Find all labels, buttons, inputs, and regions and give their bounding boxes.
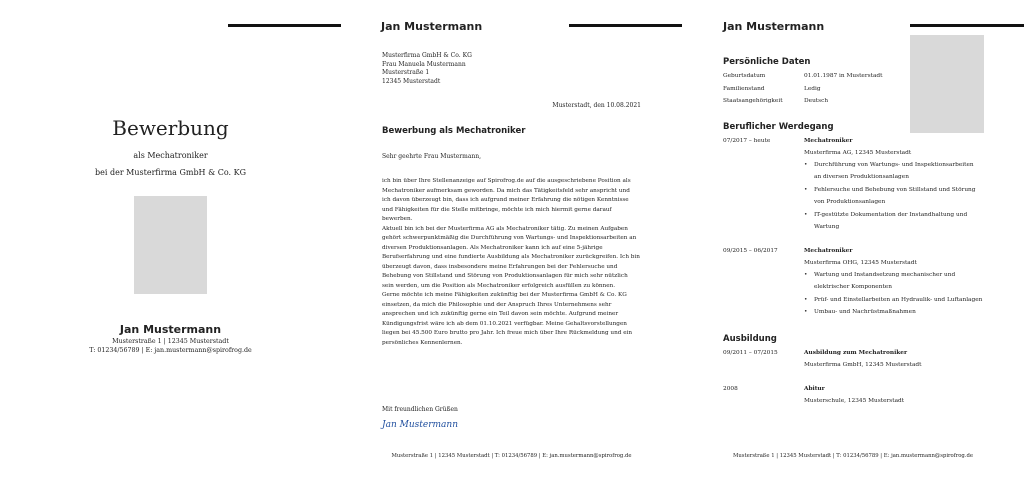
body-line: diversen Produktionsanlagen. Als Mechatroniker kann ich auf eine 5-jährige bbox=[382, 244, 603, 251]
career-title: Mechatroniker bbox=[804, 138, 853, 144]
body-line: ansprechen und ich zukünftig gerne ein Teil davon sein möchte. Aufgrund meiner bbox=[382, 311, 619, 317]
education-period: 09/2011 – 07/2015 bbox=[723, 350, 778, 356]
body-line: einsetzen, da mich die Philosophie und der Anspruch Ihres Unternehmens sehr bbox=[382, 301, 612, 308]
education-place: Musterschule, 12345 Musterstadt bbox=[804, 398, 905, 404]
body-line: bewerben. bbox=[382, 216, 413, 222]
body-line: Mechatroniker aufmerksam geworden. Da mich das Tätigkeitsfeld sehr anspricht und bbox=[382, 187, 630, 194]
recipient-line: Frau Manuela Mustermann bbox=[382, 60, 466, 68]
education-title: Ausbildung zum Mechatroniker bbox=[804, 350, 908, 356]
body-line: sein werden, um die Position als Mechatroniker erfolgreich ausfüllen zu können. bbox=[382, 282, 616, 289]
personal-data-heading: Persönliche Daten bbox=[723, 57, 811, 67]
cover-page bbox=[0, 0, 341, 482]
bullet-item: • IT-gestützte Dokumentation der Instandhaltung und bbox=[802, 209, 976, 221]
body-line: ich davon überzeugt bin, dass ich aufgrund meiner Erfahrung die nötigen Kenntnisse bbox=[382, 197, 629, 203]
body-line: gehört schwerpunktmäßig die Durchführung von Wartungs- und Inspektionsarbeiten an bbox=[382, 235, 637, 241]
body-line: und Fähigkeiten für die Stelle mitbringe, möchte ich mich hiermit gerne darauf bbox=[382, 206, 612, 213]
body-line: persönliches Kennenlernen. bbox=[382, 339, 463, 346]
recipient-line: Musterstraße 1 bbox=[382, 69, 430, 77]
cv-footer: Musterstraße 1 | 12345 Musterstadt | T: 01234/56789 | E: jan.mustermann@spirofrog.de bbox=[732, 453, 974, 459]
body-line: Aktuell bin ich bei der Musterfirma AG als Mechatroniker tätig. Zu meinen Aufgaben bbox=[382, 225, 628, 232]
bullet-item: • Wartung und Instandsetzung mechanischer und bbox=[802, 269, 982, 281]
personal-value: Ledig bbox=[804, 86, 821, 92]
bullet-continuation: an diversen Produktionsanlagen bbox=[814, 174, 909, 181]
body-line: Kündigungsfrist wäre ich ab dem 01.10.2021 verfügbar. Meine Gehaltsvorstellungen bbox=[382, 320, 627, 327]
letter-salutation: Sehr geehrte Frau Mustermann, bbox=[382, 153, 482, 160]
cv-page bbox=[682, 0, 1024, 482]
bullet-item: • Umbau- und Nachrüstmaßnahmen bbox=[802, 306, 982, 318]
bullet-item: • Durchführung von Wartungs- und Inspektionsarbeiten bbox=[802, 159, 976, 171]
personal-label: Staatsangehörigkeit bbox=[723, 98, 783, 104]
header-rule bbox=[569, 24, 682, 27]
cover-contact: T: 01234/56789 | E: jan.mustermann@spirofrog.de bbox=[89, 347, 252, 354]
career-period: 09/2015 – 06/2017 bbox=[723, 248, 778, 254]
personal-value: Deutsch bbox=[804, 98, 829, 104]
cv-header-name: Jan Mustermann bbox=[723, 20, 825, 33]
personal-label: Geburtsdatum bbox=[723, 73, 766, 79]
personal-value: 01.01.1987 in Musterstadt bbox=[804, 73, 883, 79]
photo-placeholder bbox=[910, 35, 984, 133]
cover-address: Musterstraße 1 | 12345 Musterstadt bbox=[112, 338, 229, 345]
education-period: 2008 bbox=[723, 386, 738, 392]
body-line: Behebung von Stillstand und Störung von Produktionsanlagen für mich sehr nützlich bbox=[382, 273, 628, 279]
applicant-name: Jan Mustermann bbox=[119, 323, 222, 336]
cover-letter-page bbox=[341, 0, 682, 482]
cover-subtitle-line2: bei der Musterfirma GmbH & Co. KG bbox=[95, 168, 246, 177]
body-line: ich bin über Ihre Stellenanzeige auf Spirofrog.de auf die ausgeschriebene Position als bbox=[382, 178, 631, 184]
cover-title: Bewerbung bbox=[112, 116, 229, 140]
career-heading: Beruflicher Werdegang bbox=[723, 122, 834, 132]
education-heading: Ausbildung bbox=[723, 334, 777, 344]
letter-date: Musterstadt, den 10.08.2021 bbox=[552, 102, 641, 109]
body-line: liegen bei 45.500 Euro brutto pro Jahr. Ich freue mich über Ihre Rückmeldung und ein bbox=[382, 330, 633, 336]
cover-subtitle-line1: als Mechatroniker bbox=[133, 151, 208, 160]
personal-label: Familienstand bbox=[723, 86, 765, 92]
career-company: Musterfirma AG, 12345 Musterstadt bbox=[804, 150, 912, 156]
career-company: Musterfirma OHG, 12345 Musterstadt bbox=[804, 260, 917, 266]
career-bullet-list bbox=[802, 269, 982, 319]
header-rule bbox=[228, 24, 341, 27]
body-line: Berufserfahrung und eine fundierte Ausbildung als Mechatroniker zurückgreifen. Ich bin bbox=[382, 254, 640, 260]
signature: Jan Mustermann bbox=[382, 420, 458, 430]
letter-body bbox=[382, 177, 647, 348]
education-place: Musterfirma GmbH, 12345 Musterstadt bbox=[804, 362, 922, 368]
bullet-item: • Fehlersuche und Behebung von Stillstand und Störung bbox=[802, 184, 976, 196]
recipient-line: 12345 Musterstadt bbox=[382, 78, 441, 86]
education-title: Abitur bbox=[804, 386, 825, 392]
letter-header-name: Jan Mustermann bbox=[381, 20, 483, 33]
career-bullet-list bbox=[802, 159, 976, 233]
career-title: Mechatroniker bbox=[804, 248, 853, 254]
bullet-item: • Prüf- und Einstellarbeiten an Hydraulik- und Luftanlagen bbox=[802, 294, 982, 306]
letter-closing: Mit freundlichen Grüßen bbox=[382, 406, 458, 413]
body-line: überzeugt davon, dass insbesondere meine Erfahrungen bei der Fehlersuche und bbox=[382, 263, 618, 270]
letter-footer: Musterstraße 1 | 12345 Musterstadt | T: 01234/56789 | E: jan.mustermann@spirofrog.de bbox=[391, 453, 632, 459]
letter-subject: Bewerbung als Mechatroniker bbox=[382, 126, 526, 136]
bullet-continuation: elektrischer Komponenten bbox=[814, 284, 892, 291]
body-line: Gerne möchte ich meine Fähigkeiten zukünftig bei der Musterfirma GmbH & Co. KG bbox=[382, 292, 627, 298]
photo-placeholder bbox=[134, 196, 207, 294]
recipient-line: Musterfirma GmbH & Co. KG bbox=[382, 52, 472, 59]
recipient-address bbox=[382, 52, 472, 87]
bullet-continuation: von Produktionsanlagen bbox=[814, 199, 886, 206]
career-period: 07/2017 – heute bbox=[723, 138, 771, 144]
header-rule bbox=[910, 24, 1024, 27]
bullet-continuation: Wartung bbox=[814, 224, 840, 231]
